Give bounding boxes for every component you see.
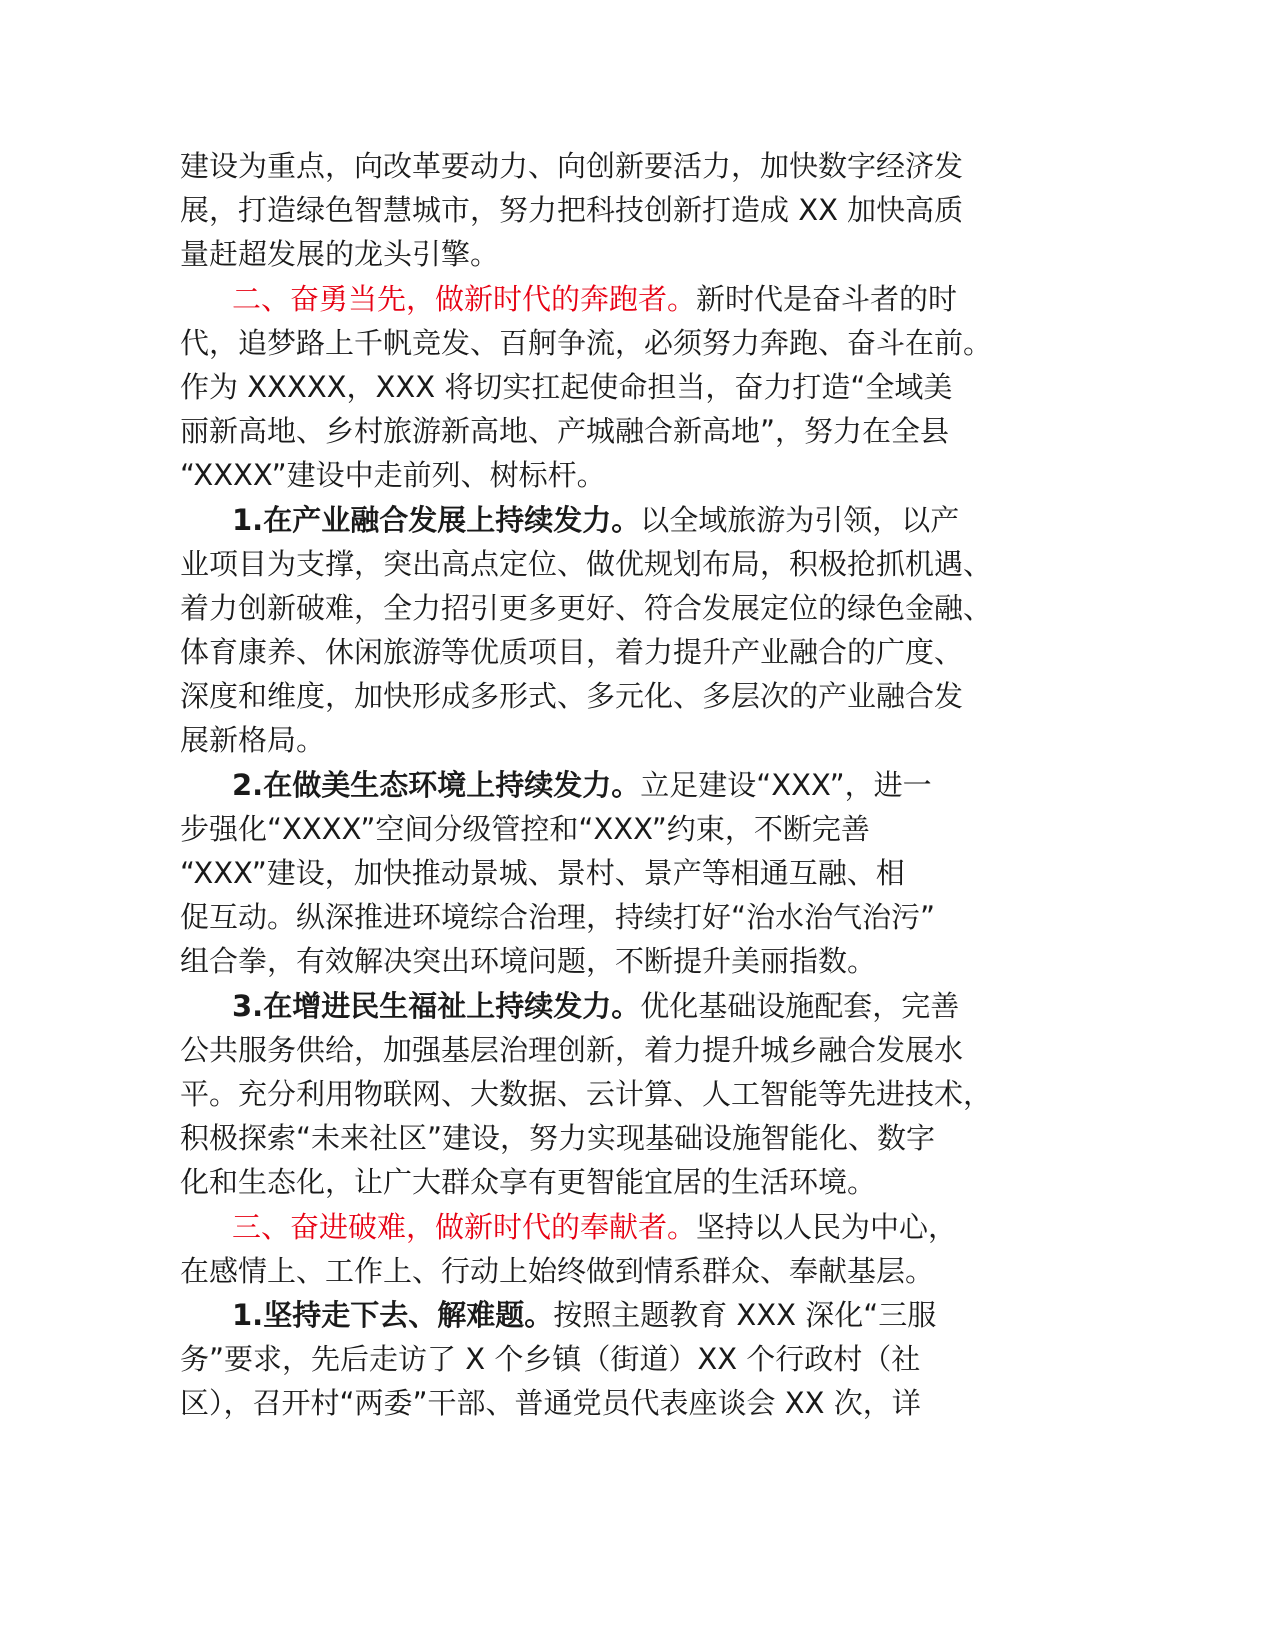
text-line: [180, 232, 1064, 276]
text-line: [180, 895, 1064, 939]
body-text: 按照主题教育 XXX 深化“三服: [553, 1297, 937, 1332]
text-line: [180, 586, 1064, 630]
section-heading: 三、奋进破难，做新时代的奉献者。: [232, 1209, 697, 1244]
body-text: 立足建设“XXX”，进一: [640, 767, 932, 802]
section-heading: 二、奋勇当先，做新时代的奔跑者。: [232, 281, 697, 316]
body-text: 代，追梦路上千帆竞发、百舸争流，必须努力奔跑、奋斗在前。: [180, 325, 993, 360]
body-text: “XXXX”建设中走前列、树标杆。: [180, 458, 606, 493]
body-text: 在感情上、工作上、行动上始终做到情系群众、奉献基层。: [180, 1253, 935, 1288]
body-text: 量赶超发展的龙头引擎。: [180, 237, 500, 272]
body-text: 新时代是奋斗者的时: [696, 281, 958, 316]
text-line: [180, 939, 1064, 983]
text-line: [180, 1116, 1064, 1160]
body-text: 丽新高地、乡村旅游新高地、产城融合新高地”，努力在全县: [180, 414, 950, 449]
text-line: [180, 1381, 1064, 1425]
text-line: [180, 674, 1064, 718]
text-line: [180, 1205, 1064, 1249]
body-text: 业项目为支撑，突出高点定位、做优规划布局，积极抢抓机遇、: [180, 546, 993, 581]
text-line: [180, 1249, 1064, 1293]
body-text: 促互动。纵深推进环境综合治理，持续打好“治水治气治污”: [180, 900, 936, 935]
subsection-heading: 1.在产业融合发展上持续发力。: [232, 502, 641, 537]
body-text: 平。充分利用物联网、大数据、云计算、人工智能等先进技术，: [180, 1076, 993, 1111]
body-text: 化和生态化，让广大群众享有更智能宜居的生活环境。: [180, 1165, 877, 1200]
text-line: [180, 807, 1064, 851]
body-text: 着力创新破难，全力招引更多更好、符合发展定位的绿色金融、: [180, 590, 993, 625]
body-text: 深度和维度，加快形成多形式、多元化、多层次的产业融合发: [180, 679, 964, 714]
body-text: 体育康养、休闲旅游等优质项目，着力提升产业融合的广度、: [180, 635, 964, 670]
body-text: 展新格局。: [180, 723, 326, 758]
text-line: [180, 188, 1064, 232]
body-text: 积极探索“未来社区”建设，努力实现基础设施智能化、数字: [180, 1121, 936, 1156]
text-line: [180, 718, 1064, 762]
body-text: 以全域旅游为引领，以产: [640, 502, 960, 537]
body-text: 作为 XXXXX，XXX 将切实扛起使命担当，奋力打造“全域美: [180, 369, 953, 404]
text-line: [180, 542, 1064, 586]
text-line: [180, 365, 1064, 409]
text-line: [180, 453, 1064, 497]
body-text: 组合拳，有效解决突出环境问题，不断提升美丽指数。: [180, 944, 877, 979]
body-text: 公共服务供给，加强基层治理创新，着力提升城乡融合发展水: [180, 1032, 964, 1067]
body-text: 建设为重点，向改革要动力、向创新要活力，加快数字经济发: [180, 149, 964, 183]
text-line: [180, 851, 1064, 895]
subsection-heading: 2.在做美生态环境上持续发力。: [232, 767, 641, 802]
body-text: 优化基础设施配套，完善: [640, 988, 960, 1023]
text-line: [180, 498, 1064, 542]
document-body: [180, 144, 1064, 1425]
text-line: [180, 1028, 1064, 1072]
text-line: [180, 409, 1064, 453]
subsection-heading: 1.坚持走下去、解难题。: [232, 1297, 554, 1332]
body-text: 展，打造绿色智慧城市，努力把科技创新打造成 XX 加快高质: [180, 193, 964, 228]
text-line: [180, 144, 1064, 188]
body-text: “XXX”建设，加快推动景城、景村、景产等相通互融、相: [180, 856, 905, 890]
text-line: [180, 1160, 1064, 1204]
text-line: [180, 763, 1064, 807]
text-line: [180, 1337, 1064, 1381]
text-line: [180, 321, 1064, 365]
subsection-heading: 3.在增进民生福祉上持续发力。: [232, 988, 641, 1023]
text-line: [180, 277, 1064, 321]
text-line: [180, 1293, 1064, 1337]
body-text: 步强化“XXXX”空间分级管控和“XXX”约束，不断完善: [180, 811, 870, 846]
body-text: 务”要求，先后走访了 X 个乡镇（街道）XX 个行政村（社: [180, 1342, 921, 1377]
text-line: [180, 630, 1064, 674]
text-line: [180, 984, 1064, 1028]
text-line: [180, 1072, 1064, 1116]
body-text: 坚持以人民为中心，: [696, 1209, 958, 1244]
body-text: 区），召开村“两委”干部、普通党员代表座谈会 XX 次，详: [180, 1386, 921, 1421]
